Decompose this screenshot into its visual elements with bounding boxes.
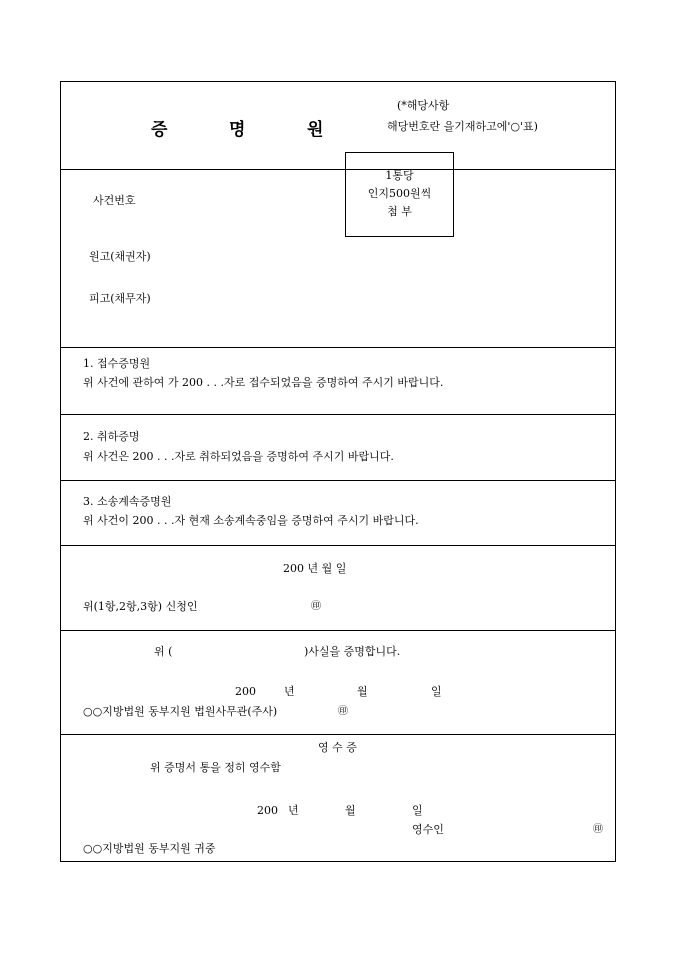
item-1-body: 위 사건에 관하여 가 200 . . .자로 접수되었음을 증명하여 주시기 바랍니다. [83, 376, 444, 389]
stamp-box-line3: 첨 부 [387, 205, 412, 218]
certification-date-wol: 월 [357, 685, 368, 698]
case-number-label: 사건번호 [93, 194, 136, 207]
item-receipt-certificate [61, 347, 615, 415]
revenue-stamp-box [345, 152, 454, 237]
title-char-1: 증 [151, 120, 168, 140]
applicant-date-line: 200 년 월 일 [283, 562, 347, 575]
receipt-date-wol: 월 [345, 804, 356, 817]
header-note-line2: 해당번호란 을기재하고에'○'표) [387, 120, 538, 133]
receiver-label: 영수인 [412, 823, 444, 836]
certificate-form [60, 81, 616, 862]
receiver-seal-icon: ㊞ [593, 824, 603, 835]
item-pending-certificate [61, 480, 615, 546]
receipt-date-nyeon: 년 [288, 804, 299, 817]
defendant-label: 피고(채무자) [89, 292, 151, 305]
applicant-seal-icon: ㊞ [311, 601, 321, 612]
receipt-section [61, 734, 615, 863]
stamp-box-line2: 인지500원씩 [367, 187, 432, 200]
item-2-heading: 2. 취하증명 [83, 430, 140, 443]
certification-seal-icon: ㊞ [338, 706, 348, 717]
receipt-date-il: 일 [412, 804, 423, 817]
header-note-line1: (*해당사항 [397, 99, 450, 112]
item-1-heading: 1. 접수증명원 [83, 357, 151, 370]
plaintiff-label: 원고(채권자) [89, 250, 151, 263]
receipt-date-year: 200 [257, 804, 278, 817]
receipt-title: 영 수 증 [318, 741, 357, 754]
certification-section [61, 630, 615, 735]
certification-statement-close: )사실을 증명합니다. [304, 645, 401, 658]
case-info-section [61, 169, 615, 348]
title-char-2: 명 [229, 120, 246, 140]
applicant-label: 위(1항,2항,3항) 신청인 [83, 600, 198, 613]
certification-statement-open: 위 ( [154, 645, 173, 658]
receipt-addressee: ○○지방법원 동부지원 귀중 [83, 842, 216, 855]
header-section [61, 82, 615, 170]
applicant-section [61, 545, 615, 631]
certification-office: ○○지방법원 동부지원 법원사무관(주사) [83, 705, 278, 718]
stamp-box-line1: 1통당 [385, 169, 414, 182]
certification-date-il: 일 [431, 685, 442, 698]
title-char-3: 원 [307, 120, 324, 140]
certification-date-year: 200 [235, 685, 256, 698]
certification-date-nyeon: 년 [284, 685, 295, 698]
item-3-body: 위 사건이 200 . . .자 현재 소송계속중임을 증명하여 주시기 바랍니다. [83, 514, 419, 527]
receipt-body: 위 증명서 통을 정히 영수함 [150, 761, 281, 774]
item-2-body: 위 사건은 200 . . .자로 취하되었음을 증명하여 주시기 바랍니다. [83, 450, 394, 463]
item-withdrawal-certificate [61, 414, 615, 481]
item-3-heading: 3. 소송계속증명원 [83, 495, 172, 508]
